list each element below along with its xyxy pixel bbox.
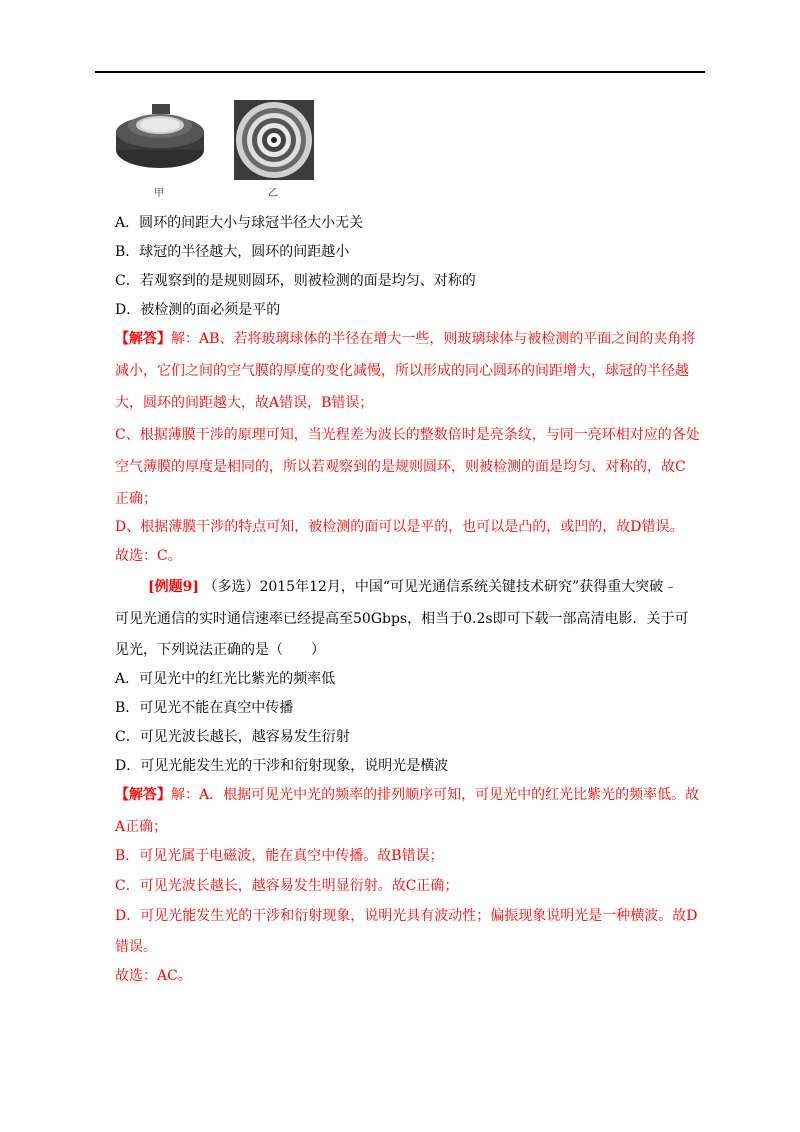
q9-option-d: D．可见光能发生光的干涉和衍射现象，说明光是横波 xyxy=(115,758,449,774)
q8-answer-line-2: 减小，它们之间的空气膜的厚度的变化减慢，所以形成的同心圆环的间距增大，球冠的半径越 xyxy=(115,363,689,379)
q8-answer-text-1: 解：AB、若将玻璃球体的半径在增大一些，则玻璃球体与被检测的平面之间的夹角将 xyxy=(171,331,696,347)
q8-choice: 故选：C。 xyxy=(115,548,182,564)
q9-option-c: C．可见光波长越长，越容易发生衍射 xyxy=(115,729,350,745)
q8-answer-line-6: 正确； xyxy=(115,491,157,507)
q9-answer-line-5: D．可见光能发生光的干涉和衍射现象，说明光具有波动性；偏振现象说明光是一种横波。故D xyxy=(115,908,698,924)
q9-answer-line-4: C．可见光波长越长，越容易发生明显衍射。故C正确； xyxy=(115,878,459,894)
q8-answer-line-1 xyxy=(115,329,695,349)
q8-option-a: A．圆环的间距大小与球冠半径大小无关 xyxy=(115,215,364,231)
figure-jia-lens-holder xyxy=(112,98,208,178)
q8-option-c: C．若观察到的是规则圆环，则被检测的面是均匀、对称的 xyxy=(115,273,476,289)
q8-answer-line-4: C、根据薄膜干涉的原理可知，当光程差为波长的整数倍时是亮条纹，与同一亮环相对应的各处 xyxy=(115,427,700,443)
header-rule xyxy=(95,71,705,73)
q9-answer-tag: 【解答】 xyxy=(115,787,171,803)
q9-answer-line-3: B．可见光属于电磁波，能在真空中传播。故B错误； xyxy=(115,848,444,864)
q9-stem-line-2: 可见光通信的实时通信速率已经提高至50Gbps，相当于0.2s即可下载一部高清电影．关于可 xyxy=(115,611,689,627)
q8-answer-line-7: D、根据薄膜干涉的特点可知，被检测的面可以是平的，也可以是凸的，或凹的，故D错误。 xyxy=(115,519,684,535)
q8-option-b: B．球冠的半径越大，圆环的间距越小 xyxy=(115,244,350,260)
figure-jia-caption: 甲 xyxy=(154,188,164,199)
q8-answer-line-5: 空气薄膜的厚度是相同的，所以若观察到的是规则圆环，则被检测的面是均匀、对称的，故C xyxy=(115,459,686,475)
q9-answer-text-1: 解：A．根据可见光中光的频率的排列顺序可知，可见光中的红光比紫光的频率低。故 xyxy=(171,787,700,803)
q9-stem-line-1 xyxy=(148,577,677,597)
figure-yi-caption: 乙 xyxy=(268,188,278,199)
q9-tag: [例题9] xyxy=(148,579,199,595)
figure-yi-newton-rings xyxy=(234,100,314,180)
q9-stem-text-1: （多选）2015年12月，中国“可见光通信系统关键技术研究”获得重大突破﹣ xyxy=(203,579,678,595)
q9-choice: 故选：AC。 xyxy=(115,968,192,984)
q8-answer-tag: 【解答】 xyxy=(115,331,171,347)
figure-group xyxy=(112,98,332,200)
q9-answer-line-6: 错误。 xyxy=(115,939,157,955)
q9-option-a: A．可见光中的红光比紫光的频率低 xyxy=(115,671,336,687)
q9-answer-line-2: A正确； xyxy=(115,819,168,835)
q9-answer-line-1 xyxy=(115,785,699,805)
q8-option-d: D．被检测的面必须是平的 xyxy=(115,302,281,318)
q9-stem-line-3: 见光，下列说法正确的是（ ） xyxy=(115,642,325,658)
q8-answer-line-3: 大，圆环的间距越大，故A错误，B错误； xyxy=(115,395,374,411)
q9-option-b: B．可见光不能在真空中传播 xyxy=(115,700,294,716)
